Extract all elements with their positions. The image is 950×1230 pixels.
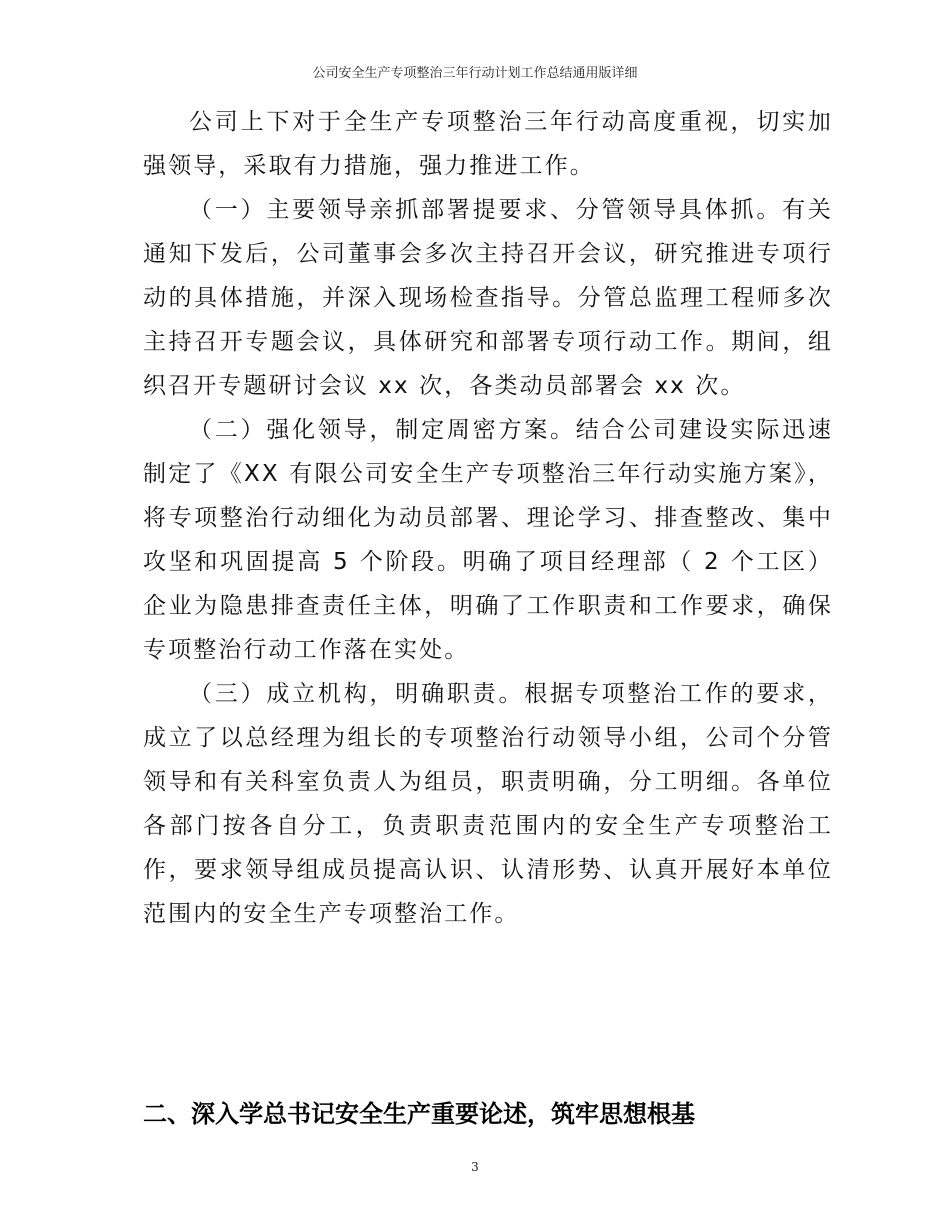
page-header: 公司安全生产专项整治三年行动计划工作总结通用版详细 [312,66,638,81]
paragraph-1: （一）主要领导亲抓部署提要求、分管领导具体抓。有关通知下发后，公司董事会多次主持召开会议，研究推进专项行动的具体措施，并深入现场检查指导。分管总监理工程师多次主持召开专题会议，具体研究和部署专项行动工作。期间，组织召开专题研讨会议 xx 次，各类动员部署会 xx 次。 [143,197,833,399]
section-heading: 二、深入学总书记安全生产重要论述，筑牢思想根基 [143,1100,695,1128]
page-number: 3 [471,1160,479,1174]
document-body [143,100,833,936]
paragraph-3: （三）成立机构，明确职责。根据专项整治工作的要求，成立了以总经理为组长的专项整治行动领导小组，公司个分管领导和有关科室负责人为组员，职责明确，分工明细。各单位各部门按各自分工，负责职责范围内的安全生产专项整治工作，要求领导组成员提高认识、认清形势、认真开展好本单位范围内的安全生产专项整治工作。 [143,681,833,927]
paragraph-intro: 公司上下对于全生产专项整治三年行动高度重视，切实加强领导，采取有力措施，强力推进工作。 [143,109,833,179]
paragraph-2: （二）强化领导，制定周密方案。结合公司建设实际迅速制定了《XX 有限公司安全生产专项整治三年行动实施方案》，将专项整治行动细化为动员部署、理论学习、排查整改、集中攻坚和巩固提高 5 个阶段。明确了项目经理部（ 2 个工区）企业为隐患排查责任主体，明确了工作职责和工作要求，确保专项整治行动工作落在实处。 [143,417,833,663]
